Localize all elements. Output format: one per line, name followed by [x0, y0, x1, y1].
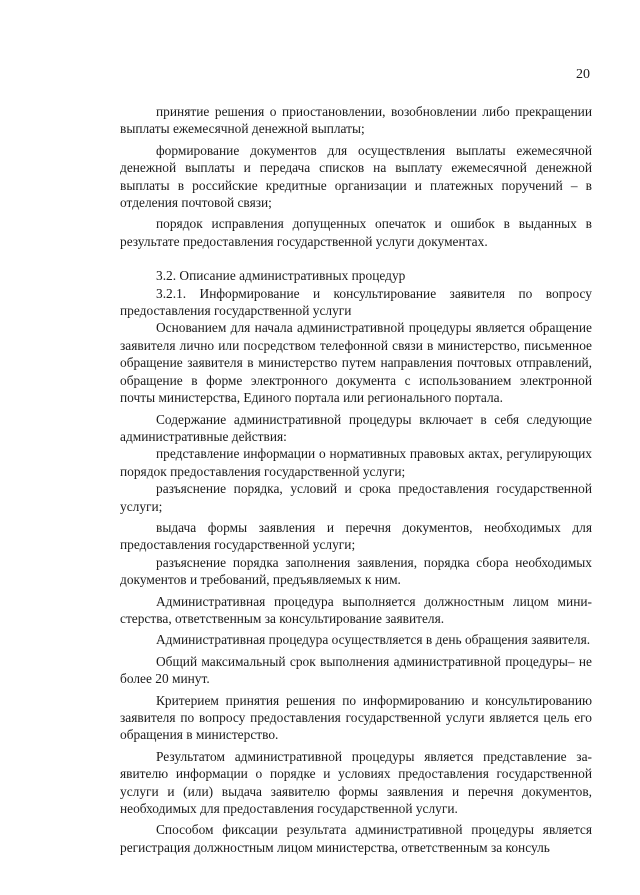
paragraph: Общий максимальный срок выполнения административной процедуры– не более 20 минут.	[120, 653, 592, 687]
paragraph: Административная процедура осуществляется в день обращения заявителя.	[156, 632, 591, 648]
paragraph: разъяснение порядка, условий и срока предоставления государственной услуги;	[120, 481, 592, 514]
paragraph: формирование документов для осуществления выплаты ежемесячной денежной выплаты и передача списков на выплату ежемесячной денежной выплаты в российские кредитные организации и платежных поручений – в отделения почтовой связи;	[120, 142, 592, 211]
paragraph: Содержание административной процедуры включает в себя следующие административные действия:	[120, 411, 592, 444]
paragraph: порядок исправления допущенных опечаток и ошибок в выданных в результате предоставления государственной услуги документах.	[120, 216, 592, 249]
paragraph: разъяснение порядка заполнения заявления, порядка сбора необходимых документов и требований, предъявляемых к ним.	[120, 554, 592, 588]
page-number: 20	[576, 67, 590, 82]
section-heading: 3.2. Описание административных процедур	[156, 268, 406, 284]
subsection-heading: 3.2.1. Информирование и консультирование заявителя по вопросу предоставления государственной услуги	[120, 285, 592, 319]
paragraph: представление информации о нормативных правовых актах, регулирующих порядок предоставления государственной услуги;	[120, 446, 592, 479]
paragraph: Способом фиксации результата административной процедуры является регистрация должностным лицом министерства, ответственным за консуль	[120, 822, 592, 855]
paragraph: выдача формы заявления и перечня документов, необходимых для предоставления государственной услуги;	[120, 519, 592, 553]
document-body	[120, 103, 592, 856]
paragraph: Результатом административной процедуры является представление заявителю информации о порядке и условиях предоставления государственной услуги и (или) выдача заявителю формы заявления и перечня документов, необходимых для предоставления государственной услуги.	[120, 748, 592, 817]
paragraph: Критерием принятия решения по информированию и консультированию заявителя по вопросу предоставления государственной услуги является цель его обращения в министерство.	[120, 692, 592, 743]
paragraph: принятие решения о приостановлении, возобновлении либо прекращении выплаты ежемесячной денежной выплаты;	[120, 104, 592, 137]
paragraph: Административная процедура выполняется должностным лицом министерства, ответственным за консультирование заявителя.	[120, 593, 592, 626]
paragraph: Основанием для начала административной процедуры является обращение заявителя лично или посредством телефонной связи в министерство, письменное обращение заявителя в министерство путем направления почтовых отправлений, обращение в форме электронного документа с использованием электронной почты министерства, Единого портала или регионального портала.	[120, 320, 592, 406]
